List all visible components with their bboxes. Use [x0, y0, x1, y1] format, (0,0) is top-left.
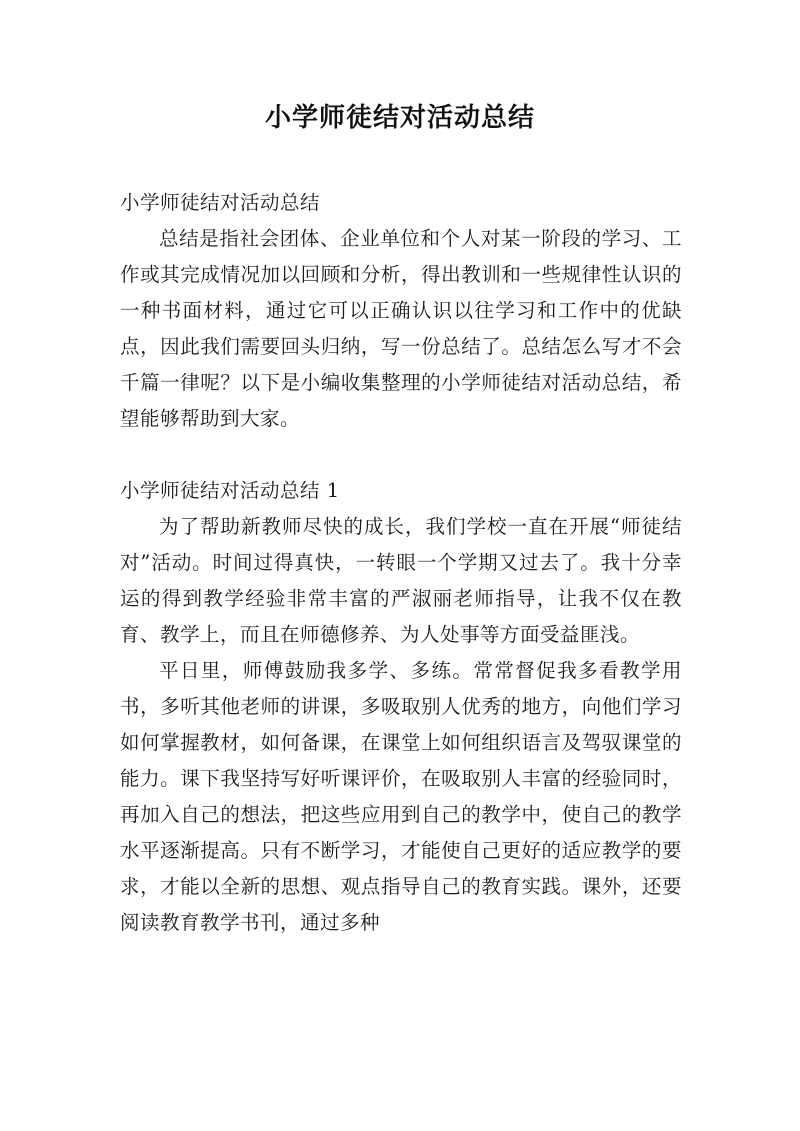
document-body [120, 185, 682, 941]
section-1-paragraph-2: 平日里，师傅鼓励我多学、多练。常常督促我多看教学用书，多听其他老师的讲课，多吸取别人优秀的地方，向他们学习如何掌握教材，如何备课，在课堂上如何组织语言及驾驭课堂的能力。课下我坚持写好听课评价，在吸取别人丰富的经验同时，再加入自己的想法，把这些应用到自己的教学中，使自己的教学水平逐渐提高。只有不断学习，才能使自己更好的适应教学的要求，才能以全新的思想、观点指导自己的教育实践。课外，还要阅读教育教学书刊，通过多种 [120, 659, 682, 934]
section-1-heading: 小学师徒结对活动总结 1 [120, 479, 340, 502]
intro-heading: 小学师徒结对活动总结 [120, 191, 321, 214]
intro-paragraph: 总结是指社会团体、企业单位和个人对某一阶段的学习、工作或其完成情况加以回顾和分析，得出教训和一些规律性认识的一种书面材料，通过它可以正确认识以往学习和工作中的优缺点，因此我们需要回头归纳，写一份总结了。总结怎么写才不会千篇一律呢？以下是小编收集整理的小学师徒结对活动总结，希望能够帮助到大家。 [120, 227, 682, 430]
section-1-paragraph-1: 为了帮助新教师尽快的成长，我们学校一直在开展“师徒结对”活动。时间过得真快，一转眼一个学期又过去了。我十分幸运的得到教学经验非常丰富的严淑丽老师指导，让我不仅在教育、教学上，而且在师德修养、为人处事等方面受益匪浅。 [120, 515, 682, 646]
section-spacer [120, 437, 682, 473]
document-title: 小学师徒结对活动总结 [264, 103, 535, 133]
